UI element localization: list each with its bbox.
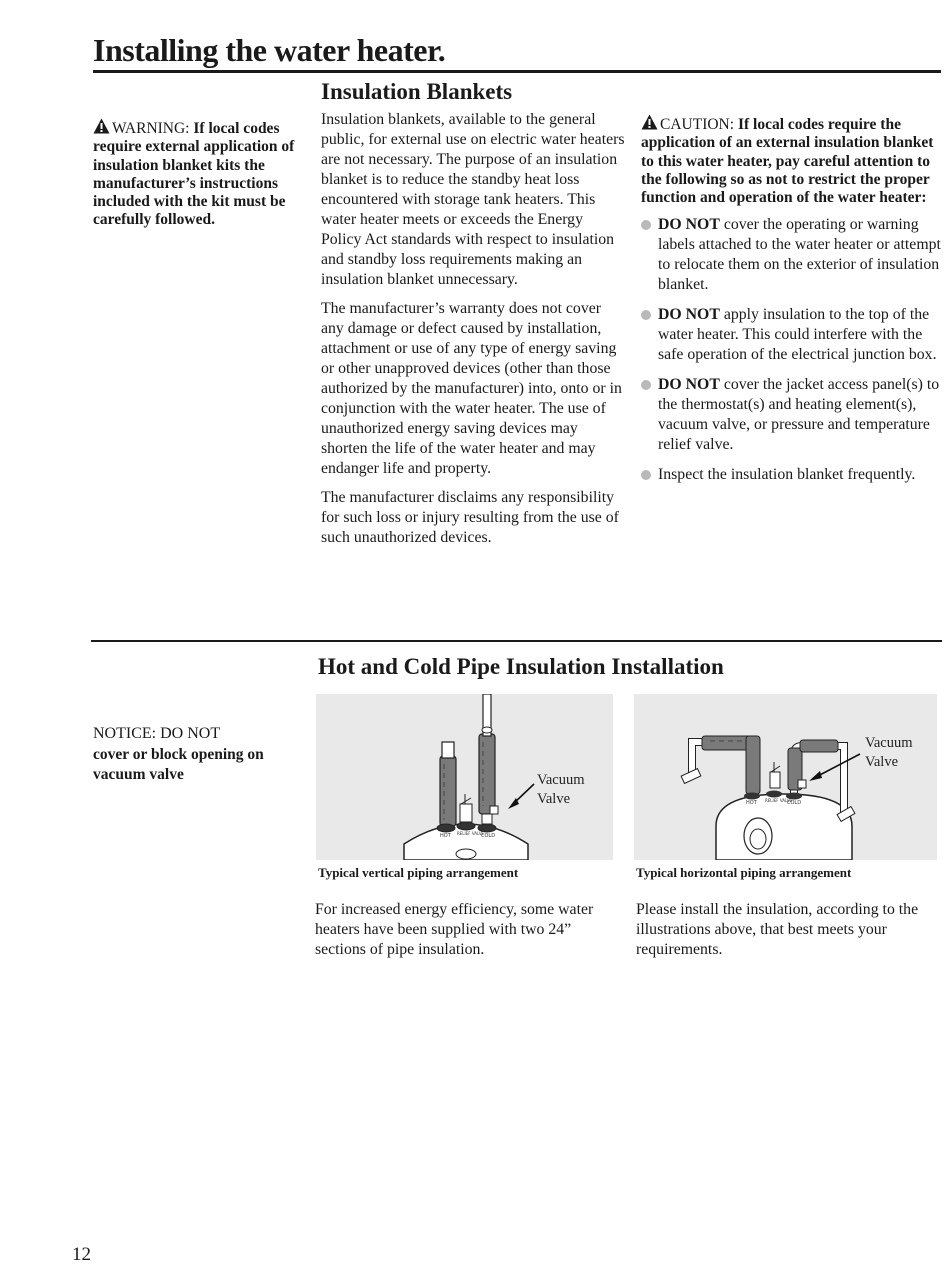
horizontal-piping-figure [634, 694, 937, 860]
vertical-figure-caption: Typical vertical piping arrangement [318, 865, 519, 880]
list-item [641, 215, 943, 295]
warning-triangle-icon [93, 118, 110, 134]
bullet-dot-icon [641, 470, 651, 480]
port-label: RELIEF VALVE [765, 798, 793, 803]
section-rule [91, 640, 942, 642]
insulation-paragraph: Insulation blankets, available to the general public, for external use on electric water heaters are not necessary. The purpose of an insulation blanket is to reduce the standby heat loss encountered with storage tank heaters. This water heater meets or exceeds the Energy Policy Act standards with respect to insulation and standby loss requirements making an insulation blanket unnecessary. [321, 111, 625, 288]
horizontal-piping-illustration [634, 694, 937, 860]
warning-note [93, 118, 305, 230]
pipe-heading: Hot and Cold Pipe Insulation Installation [318, 654, 724, 679]
port-label: RELIEF VALVE [457, 831, 485, 836]
callout-label: Vacuum [865, 735, 913, 751]
bullet-text: cover the jacket access panel(s) to the thermostat(s) and heating element(s), vacuum valve, or pressure and temperature relief valve. [658, 376, 940, 454]
bullet-dot-icon [641, 380, 651, 390]
bullet-text: Inspect the insulation blanket frequently. [658, 466, 916, 484]
port-label: HOT [746, 800, 757, 806]
caution-text: If local codes require the application of an external insulation blanket to this water heater, pay careful attention to the following so as not to restrict the proper function and operation of the water heater: [641, 116, 934, 207]
bullet-text: apply insulation to the top of the water heater. This could interfere with the safe operation of the electrical junction box. [658, 306, 937, 364]
callout-label: Valve [537, 791, 571, 807]
insulation-paragraph: The manufacturer’s warranty does not cover any damage or defect caused by installation, attachment or use of any type of energy saving or other unapproved devices (other than those authorized by the manufacturer) into, onto or in conjunction with the water heater. The use of unauthorized energy saving devices may shorten the life of the water heater and may endanger life and property. [321, 300, 622, 477]
horizontal-figure-description: Please install the insulation, according to the illustrations above, that best meets your requirements. [636, 901, 919, 958]
vertical-figure-description: For increased energy efficiency, some water heaters have been supplied with two 24” sections of pipe insulation. [315, 901, 594, 958]
caution-label: CAUTION: [660, 116, 735, 133]
list-item [641, 465, 943, 485]
list-item [641, 305, 943, 365]
warning-text: If local codes require external application of insulation blanket kits the manufacturer’s instructions included with the kit must be carefully followed. [93, 120, 295, 229]
caution-list [641, 215, 943, 485]
warning-label: WARNING: [112, 120, 190, 137]
warning-triangle-icon [641, 114, 658, 130]
port-label: HOT [440, 833, 451, 839]
vertical-piping-figure [316, 694, 613, 860]
callout-label: Vacuum [537, 772, 585, 788]
notice-note [93, 724, 298, 786]
bullet-bold: DO NOT [658, 306, 720, 324]
title-rule [93, 70, 941, 73]
page-number: 12 [72, 1244, 91, 1265]
caution-note [641, 114, 943, 207]
bullet-dot-icon [641, 220, 651, 230]
port-label: COLD [787, 800, 802, 806]
port-label: COLD [481, 833, 496, 839]
insulation-heading: Insulation Blankets [321, 79, 513, 104]
insulation-body [321, 110, 627, 557]
caution-block [641, 114, 943, 495]
notice-title: NOTICE: DO NOT [93, 725, 221, 742]
notice-text: cover or block opening on vacuum valve [93, 745, 264, 783]
insulation-paragraph: The manufacturer disclaims any responsibility for such loss or injury resulting from the use of such unauthorized devices. [321, 489, 619, 546]
list-item [641, 375, 943, 455]
bullet-bold: DO NOT [658, 216, 720, 234]
callout-label: Valve [865, 754, 899, 770]
bullet-bold: DO NOT [658, 376, 720, 394]
bullet-dot-icon [641, 310, 651, 320]
horizontal-figure-caption: Typical horizontal piping arrangement [636, 865, 852, 880]
vertical-piping-illustration [316, 694, 613, 860]
page-title: Installing the water heater. [93, 32, 446, 68]
bullet-text: cover the operating or warning labels attached to the water heater or attempt to relocate them on the exterior of insulation blanket. [658, 216, 941, 294]
